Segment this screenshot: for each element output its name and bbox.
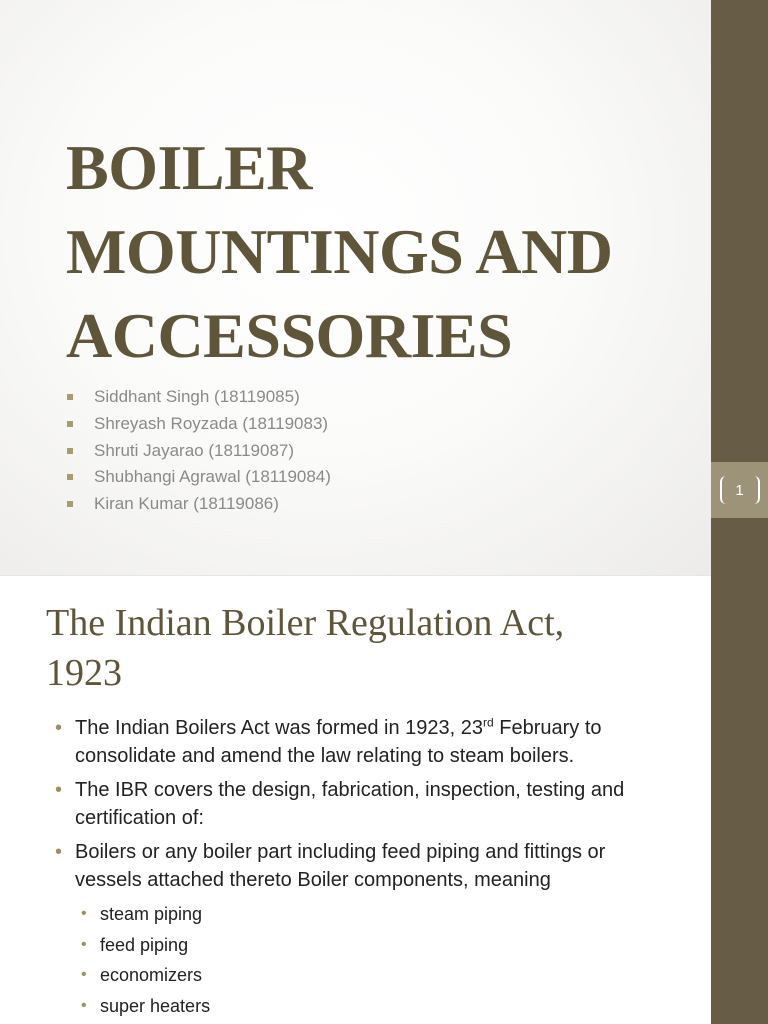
- bullet-list: [55, 714, 695, 900]
- sub-bullet-text: economizers: [100, 965, 203, 985]
- slide-heading: [46, 598, 696, 698]
- bullet-dot-icon: •: [55, 841, 63, 863]
- author-name: Kiran Kumar (18119086): [94, 494, 279, 514]
- slide-title-line: ACCESSORIES: [66, 300, 513, 371]
- bullet-line: The IBR covers the design, fabrication, inspection, testing and: [75, 779, 625, 801]
- author-item: [66, 384, 331, 411]
- bullet-dot-icon: •: [81, 905, 87, 922]
- square-bullet-icon: [67, 421, 73, 427]
- author-item: [66, 491, 331, 518]
- bullet-item: [55, 776, 695, 832]
- bullet-item: [55, 714, 695, 770]
- sub-bullet-item: [81, 960, 210, 991]
- slide-title-line: MOUNTINGS AND: [66, 216, 613, 287]
- bullet-dot-icon: •: [81, 935, 87, 953]
- bullet-line: [75, 714, 695, 742]
- square-bullet-icon: [67, 501, 73, 507]
- ordinal-suffix: rd: [483, 715, 494, 730]
- sub-bullet-item: [81, 991, 210, 1022]
- bullet-line: Boilers or any boiler part including feed piping and fittings or: [75, 841, 606, 863]
- slide-heading-line: 1923: [46, 652, 122, 694]
- page-number-badge: [711, 462, 768, 518]
- author-list: [66, 384, 331, 518]
- author-name: Shubhangi Agrawal (18119084): [94, 467, 331, 487]
- author-item: [66, 464, 331, 491]
- bullet-text: The Indian Boilers Act was formed in 1923, 23: [75, 717, 484, 739]
- sub-bullet-text: super heaters: [100, 995, 211, 1016]
- page-number: 1: [720, 476, 760, 504]
- slide-title-line: BOILER: [66, 132, 312, 203]
- bullet-item: [55, 838, 695, 894]
- bullet-line: vessels attached thereto Boiler components, meaning: [75, 869, 551, 891]
- bullet-text: February to: [493, 717, 602, 739]
- author-name: Shruti Jayarao (18119087): [94, 440, 295, 460]
- square-bullet-icon: [67, 394, 73, 400]
- content-slide: [0, 576, 711, 1024]
- square-bullet-icon: [67, 474, 73, 480]
- square-bullet-icon: [67, 448, 73, 454]
- bullet-line: certification of:: [75, 807, 204, 829]
- slide-heading-line: The Indian Boiler Regulation Act,: [46, 602, 565, 644]
- author-name: Shreyash Royzada (18119083): [94, 413, 329, 433]
- sub-bullet-item: [81, 930, 210, 961]
- author-item: [66, 411, 331, 438]
- bullet-dot-icon: •: [55, 779, 63, 801]
- bullet-dot-icon: •: [81, 996, 87, 1014]
- sub-bullet-text: feed piping: [100, 934, 189, 955]
- sub-bullet-list: [81, 899, 210, 1021]
- bullet-line: consolidate and amend the law relating to steam boilers.: [75, 745, 575, 767]
- sub-bullet-item: [81, 899, 210, 930]
- bullet-dot-icon: •: [81, 966, 87, 983]
- sub-bullet-text: steam piping: [100, 904, 203, 924]
- slide-title: [66, 126, 706, 378]
- author-item: [66, 438, 331, 465]
- author-name: Siddhant Singh (18119085): [94, 387, 300, 406]
- bullet-dot-icon: •: [55, 717, 63, 739]
